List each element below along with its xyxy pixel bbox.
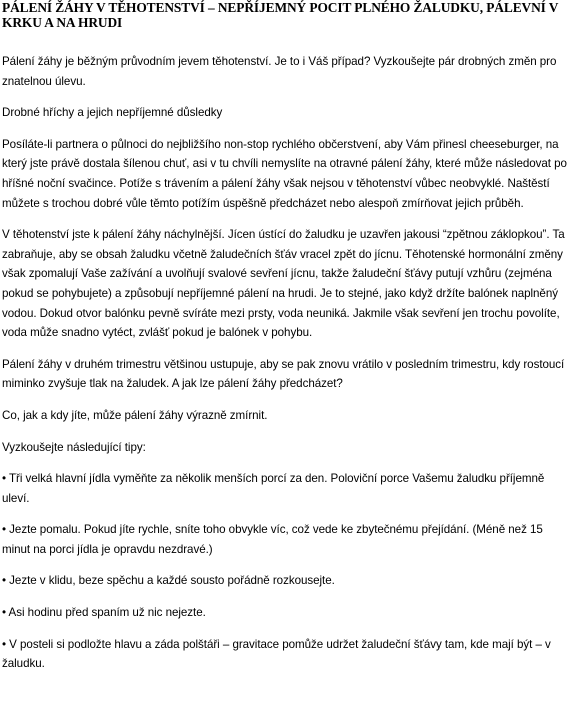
tip-item: • V posteli si podložte hlavu a záda polštáři – gravitace pomůže udržet žaludeční šťávy tam, kde mají být – v žaludku. (2, 637, 551, 671)
tip-item: • Tři velká hlavní jídla vyměňte za několik menších porcí za den. Poloviční porce Vašemu žaludku příjemně uleví. (2, 472, 545, 505)
intro-paragraph: Pálení žáhy je běžným průvodním jevem těhotenství. Je to i Váš případ? Vyzkoušejte pár drobných změn pro znatelnou úlevu. (2, 55, 557, 88)
tip-item: • Jezte pomalu. Pokud jíte rychle, sníte toho obvykle víc, což vede ke zbytečnému přejídání. (Méně než 15 minut na porci jídla je opravdu nezdravé.) (2, 523, 543, 556)
tip-item: • Asi hodinu před spaním už nic nejezte. (2, 606, 206, 620)
section-heading: Drobné hříchy a jejich nepříjemné důsledky (2, 106, 223, 120)
paragraph-5: Vyzkoušejte následující tipy: (2, 440, 146, 454)
document-title: PÁLENÍ ŽÁHY V TĚHOTENSTVÍ – NEPŘÍJEMNÝ POCIT PLNÉHO ŽALUDKU, PÁLEVNÍ V KRKU A NA HRUDI (2, 0, 559, 30)
paragraph-4: Co, jak a kdy jíte, může pálení žáhy výrazně zmírnit. (2, 408, 268, 422)
paragraph-2: V těhotenství jste k pálení žáhy náchylnější. Jícen ústící do žaludku je uzavřen jakousi “zpětnou záklopkou”. Ta zabraňuje, aby se obsah žaludku včetně žaludečních šťáv vracel zpět do jícnu. Těhotenské hormonální změny však zpomalují Vaše zažívání a uvolňují svalové sevření jícnu, takže žaludeční šťávy putují vzhůru (zejména pokud se pohybujete) a způsobují nepříjemné pálení na hrudi. Je to stejné, jako když držíte balónek naplněný vodou. Dokud otvor balónku pevně svíráte mezi prsty, voda neuniká. Jakmile však sevření jen trochu povolíte, voda může snadno vytéct, zvlášť pokud je balónek v pohybu. (2, 228, 565, 340)
document-page (2, 0, 568, 686)
paragraph-3: Pálení žáhy v druhém trimestru většinou ustupuje, aby se pak znovu vrátilo v posledním trimestru, kdy rostoucí miminko zvyšuje tlak na žaludek. A jak lze pálení žáhy předcházet? (2, 357, 565, 391)
tip-item: • Jezte v klidu, beze spěchu a každé sousto pořádně rozkousejte. (2, 574, 335, 588)
paragraph-1: Posíláte-li partnera o půlnoci do nejbližšího non-stop rychlého občerstvení, aby Vám přinesl cheeseburger, na který jste právě dostala šílenou chuť, asi v tu chvíli nemyslíte na otravné pálení žáhy, které může následovat po hříšné noční svačince. Potíže s trávením a pálení žáhy však nejsou v těhotenství vůbec neobvyklé. Naštěstí můžete s trochou dobré vůle těmto potížím úspěšně předcházet nebo alespoň zmírňovat jejich průběh. (2, 137, 567, 210)
